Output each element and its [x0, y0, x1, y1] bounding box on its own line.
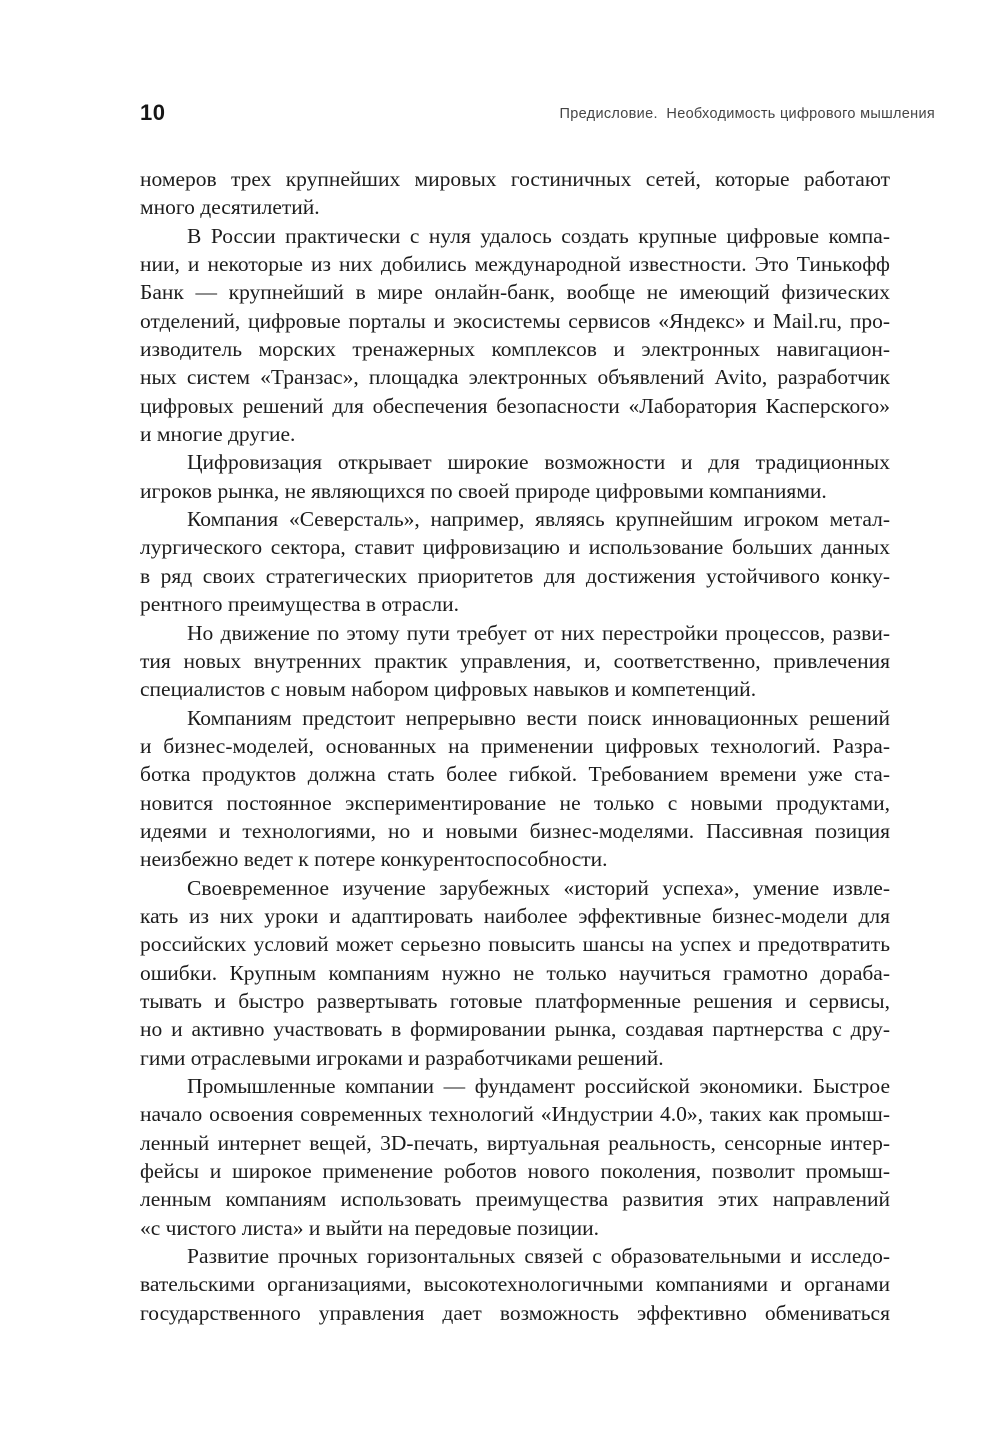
text-line: фейсы и широкое применение роботов нового поколения, позволит промыш- [140, 1159, 890, 1184]
text-line: тывать и быстро развертывать готовые платформенные решения и сервисы, [140, 988, 890, 1013]
text-line: нии, и некоторые из них добились международной известности. Это Тинькофф [140, 252, 890, 277]
text-line: отделений, цифровые порталы и экосистемы сервисов «Яндекс» и Mail.ru, про- [140, 308, 890, 333]
paragraph [140, 1072, 890, 1242]
paragraph [140, 704, 890, 874]
paragraph [140, 619, 890, 704]
body-text [140, 165, 890, 1327]
paragraph [140, 505, 890, 618]
text-line: ленный интернет вещей, 3D-печать, виртуальная реальность, сенсорные интер- [140, 1130, 890, 1155]
text-line: и многие другие. [140, 422, 296, 447]
text-line: Своевременное изучение зарубежных «историй успеха», умение извле- [187, 875, 890, 900]
paragraph [140, 1242, 890, 1327]
text-line: вательскими организациями, высокотехнологичными компаниями и органами [140, 1272, 890, 1297]
text-line: лургического сектора, ставит цифровизацию и использование больших данных [140, 535, 890, 560]
text-line: Компаниям предстоит непрерывно вести поиск инновационных решений [187, 705, 890, 730]
text-line: неизбежно ведет к потере конкурентоспособности. [140, 847, 608, 872]
text-line: цифровых решений для обеспечения безопасности «Лаборатория Касперского» [140, 393, 890, 418]
paragraph [140, 874, 890, 1072]
text-line: тия новых внутренних практик управления, и, соответственно, привлечения [140, 648, 890, 673]
text-line: В России практически с нуля удалось создать крупные цифровые компа- [187, 223, 890, 248]
text-line: в ряд своих стратегических приоритетов для достижения устойчивого конку- [140, 563, 890, 588]
text-line: изводитель морских тренажерных комплексов и электронных навигацион- [140, 337, 890, 362]
text-line: кать из них уроки и адаптировать наиболее эффективные бизнес-модели для [140, 903, 890, 928]
paragraph [140, 165, 890, 222]
text-line: Развитие прочных горизонтальных связей с образовательными и исследо- [187, 1244, 890, 1269]
text-line: но и активно участвовать в формировании рынка, создавая партнерства с дру- [140, 1017, 890, 1042]
text-line: «с чистого листа» и выйти на передовые позиции. [140, 1215, 599, 1240]
text-line: ленным компаниям использовать преимущества развития этих направлений [140, 1187, 890, 1212]
text-line: ошибки. Крупным компаниям нужно не только научиться грамотно дораба- [140, 960, 890, 985]
text-line: ботка продуктов должна стать более гибкой. Требованием времени уже ста- [140, 762, 890, 787]
paragraph [140, 448, 890, 505]
text-line: рентного преимущества в отрасли. [140, 592, 459, 617]
page-number: 10 [140, 100, 166, 125]
text-line: номеров трех крупнейших мировых гостиничных сетей, которые работают [140, 167, 890, 191]
text-line: российских условий может серьезно повысить шансы на успех и предотвратить [140, 932, 890, 957]
text-line: начало освоения современных технологий «Индустрии 4.0», таких как промыш- [140, 1102, 890, 1127]
text-line: много десятилетий. [140, 195, 320, 220]
text-line: государственного управления дает возможность эффективно обмениваться [140, 1300, 890, 1325]
text-line: Банк — крупнейший в мире онлайн-банк, вообще не имеющий физических [140, 280, 890, 305]
text-line: специалистов с новым набором цифровых навыков и компетенций. [140, 677, 757, 702]
text-line: гими отраслевыми игроками и разработчиками решений. [140, 1045, 664, 1070]
running-header: Предисловие. Необходимость цифрового мышления [559, 106, 935, 122]
text-line: Промышленные компании — фундамент российской экономики. Быстрое [187, 1074, 890, 1098]
text-line: новится постоянное экспериментирование не только с новыми продуктами, [140, 790, 890, 815]
text-line: идеями и технологиями, но и новыми бизнес-моделями. Пассивная позиция [140, 818, 890, 843]
text-line: Но движение по этому пути требует от них перестройки процессов, разви- [187, 620, 890, 645]
text-line: Компания «Северсталь», например, являясь крупнейшим игроком метал- [187, 507, 890, 532]
text-line: и бизнес-моделей, основанных на применении цифровых технологий. Разра- [140, 733, 890, 758]
text-line: Цифровизация открывает широкие возможности и для традиционных [187, 450, 890, 475]
text-line: игроков рынка, не являющихся по своей природе цифровыми компаниями. [140, 478, 827, 503]
text-line: ных систем «Транзас», площадка электронных объявлений Avito, разработчик [140, 365, 890, 390]
paragraph [140, 222, 890, 449]
